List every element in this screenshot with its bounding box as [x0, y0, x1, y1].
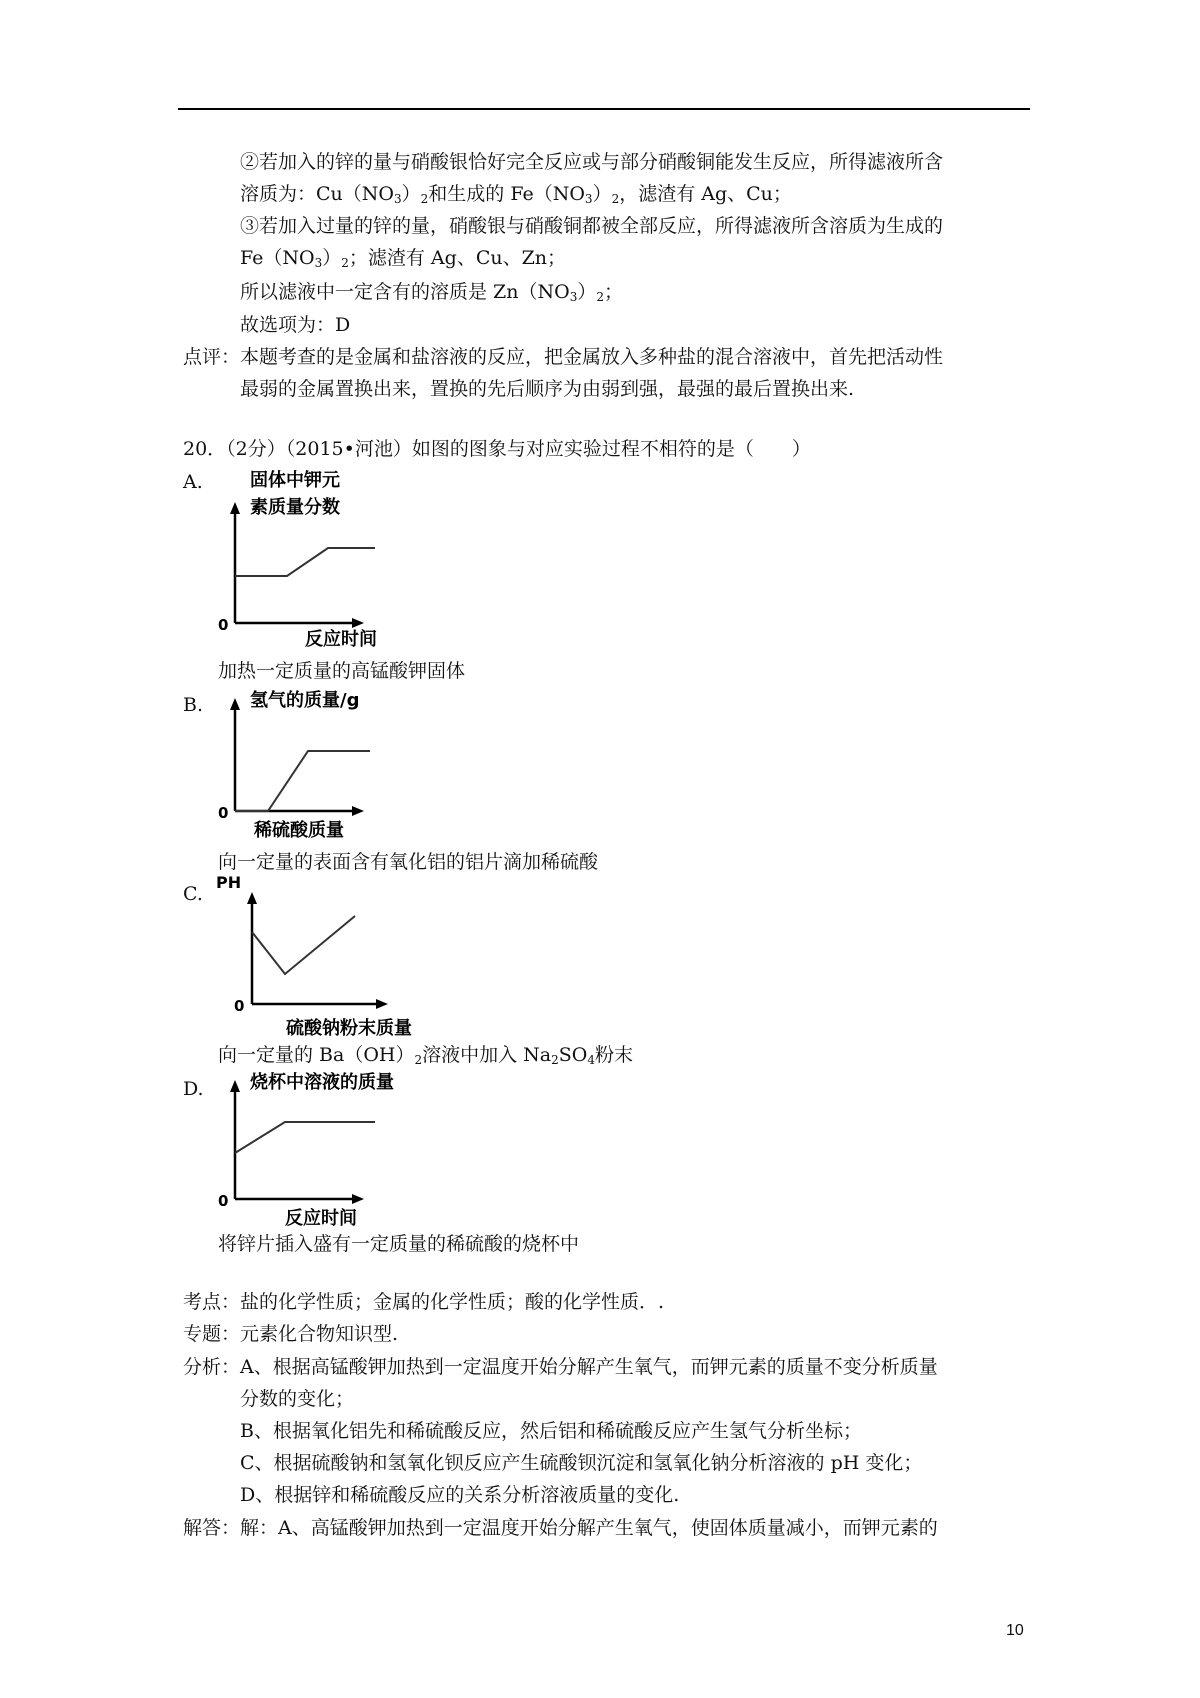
data-curve — [235, 1122, 375, 1153]
graph-origin: 0 — [218, 804, 229, 822]
fenxi-line: B、根据氧化铝先和稀硫酸反应，然后铝和稀硫酸反应产生氢气分析坐标； — [240, 1420, 862, 1442]
option-letter: C. — [183, 883, 203, 905]
x-axis-arrow — [376, 999, 388, 1009]
kaodian-line: 考点：盐的化学性质；金属的化学性质；酸的化学性质．. — [183, 1291, 665, 1313]
fenxi-label: 分析： — [183, 1356, 241, 1378]
option-letter: B. — [183, 694, 204, 716]
graph-y-label: 烧杯中溶液的质量 — [250, 1072, 394, 1093]
option-caption: 加热一定质量的高锰酸钾固体 — [218, 660, 466, 682]
comment-label: 点评： — [183, 346, 241, 368]
y-axis-arrow — [247, 892, 257, 904]
text-line: ②若加入的锌的量与硝酸银恰好完全反应或与部分硝酸铜能发生反应，所得滤液所含 — [240, 151, 944, 173]
graph-c — [210, 870, 430, 1038]
x-axis-arrow — [352, 618, 364, 628]
option-caption: 向一定量的 $Ba(OH)_2$溶液中加入 $Na_2SO_4$粉末 — [218, 1044, 634, 1067]
graph-origin: 0 — [234, 997, 245, 1015]
graph-x-label: 稀硫酸质量 — [254, 820, 344, 841]
graph-y-label: PH — [216, 873, 242, 892]
text-line: 故选项为：D — [240, 314, 351, 336]
y-axis-arrow — [230, 698, 240, 710]
y-axis-arrow — [230, 1080, 240, 1092]
page-number: 10 — [1006, 1622, 1024, 1639]
text-line: 所以滤液中一定含有的溶质是 $Zn(NO_3)_2$； — [240, 281, 623, 304]
option-letter: A. — [183, 471, 203, 493]
zhuanti-line: 专题：元素化合物知识型. — [183, 1323, 399, 1345]
comment-text: 本题考查的是金属和盐溶液的反应，把金属放入多种盐的混合溶液中，首先把活动性 — [240, 346, 944, 368]
graph-origin: 0 — [218, 1192, 229, 1210]
data-curve — [252, 916, 355, 974]
text-line: $Fe(NO_3)_2$；滤渣有 Ag、Cu、Zn； — [240, 247, 567, 270]
graph-x-label: 反应时间 — [305, 629, 377, 648]
question-title: 20．（2分）（2015•河池）如图的图象与对应实验过程不相符的是（ ） — [183, 438, 811, 460]
text-line: ③若加入过量的锌的量，硝酸银与硝酸铜都被全部反应，所得滤液所含溶质为生成的 — [240, 215, 944, 237]
graph-y-label: 素质量分数 — [250, 497, 340, 518]
fenxi-line: 分数的变化； — [240, 1388, 355, 1410]
comment-text: 最弱的金属置换出来，置换的先后顺序为由弱到强，最强的最后置换出来. — [240, 378, 855, 400]
graph-x-label: 反应时间 — [285, 1208, 357, 1229]
option-letter: D. — [183, 1078, 204, 1100]
text-line: 溶质为：$Cu(NO_3)_2$和生成的 $Fe(NO_3)_2$，滤渣有 Ag、Cu； — [240, 183, 792, 206]
x-axis-arrow — [352, 1194, 364, 1204]
x-axis-arrow — [352, 806, 364, 816]
fenxi-line: C、根据硫酸钠和氢氧化钡反应产生硫酸钡沉淀和氢氧化钠分析溶液的 pH 变化； — [240, 1452, 923, 1474]
data-curve — [235, 548, 375, 576]
graph-b — [210, 684, 410, 844]
y-axis-arrow — [230, 502, 240, 514]
fenxi-line: A、根据高锰酸钾加热到一定温度开始分解产生氧气，而钾元素的质量不变分析质量 — [240, 1356, 938, 1378]
header-rule — [178, 108, 1030, 110]
option-caption: 向一定量的表面含有氧化铝的铝片滴加稀硫酸 — [218, 851, 599, 873]
graph-a — [210, 468, 410, 648]
graph-x-label: 硫酸钠粉末质量 — [286, 1018, 412, 1038]
graph-origin: 0 — [218, 616, 229, 634]
jieda-line: 解答：解：A、高锰酸钾加热到一定温度开始分解产生氧气，使固体质量减小，而钾元素的 — [183, 1517, 938, 1539]
fenxi-line: D、根据锌和稀硫酸反应的关系分析溶液质量的变化. — [240, 1484, 680, 1506]
graph-y-label: 氢气的质量/g — [250, 690, 360, 711]
option-caption: 将锌片插入盛有一定质量的稀硫酸的烧杯中 — [218, 1233, 580, 1255]
graph-y-label: 固体中钾元 — [250, 470, 340, 491]
data-curve — [235, 751, 370, 811]
graph-d — [210, 1066, 410, 1230]
